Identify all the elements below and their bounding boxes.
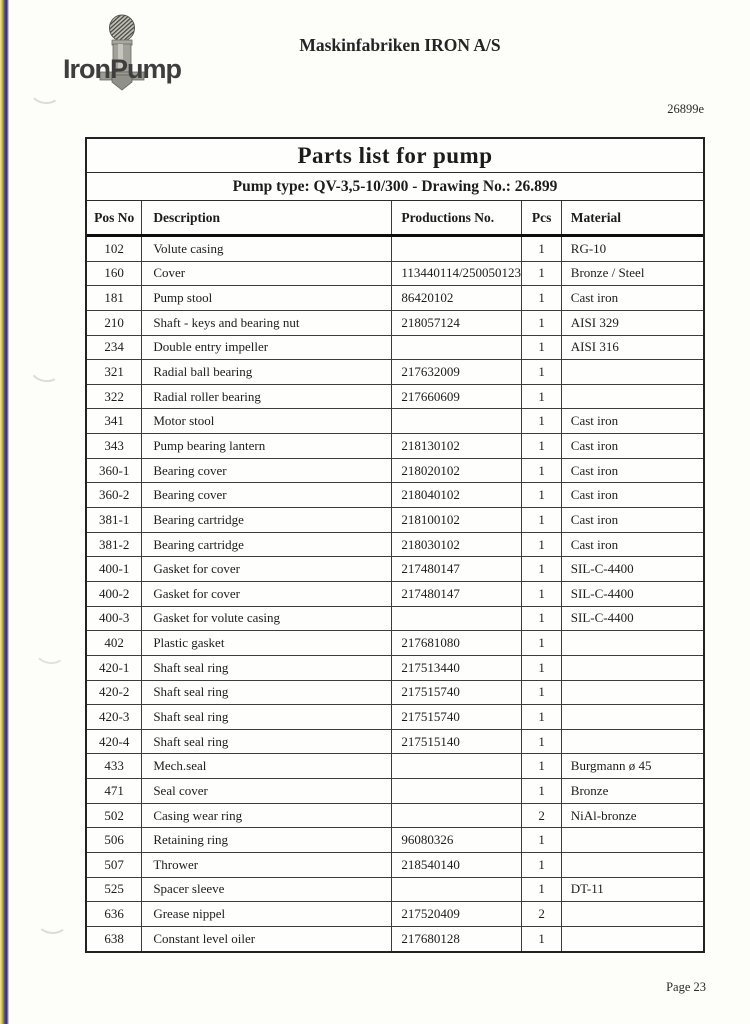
parts-table-body <box>87 236 703 951</box>
cell-description: Casing wear ring <box>142 803 392 828</box>
table-row <box>87 631 703 656</box>
cell-productions-no <box>392 803 522 828</box>
cell-pcs: 1 <box>522 779 561 804</box>
cell-pos-no: 381-1 <box>87 508 142 533</box>
cell-pos-no: 181 <box>87 286 142 311</box>
cell-description: Pump bearing lantern <box>142 434 392 459</box>
cell-pos-no: 471 <box>87 779 142 804</box>
cell-pcs: 1 <box>522 335 561 360</box>
cell-material: RG-10 <box>561 236 703 262</box>
cell-material: Cast iron <box>561 409 703 434</box>
table-row <box>87 335 703 360</box>
cell-pcs: 1 <box>522 606 561 631</box>
cell-description: Radial roller bearing <box>142 384 392 409</box>
table-row <box>87 606 703 631</box>
column-header-material: Material <box>561 201 703 236</box>
punch-hole-mark <box>28 355 63 384</box>
cell-pos-no: 420-2 <box>87 680 142 705</box>
column-header-pcs: Pcs <box>522 201 561 236</box>
ironpump-logo <box>52 12 192 98</box>
cell-productions-no: 217520409 <box>392 902 522 927</box>
cell-productions-no: 218057124 <box>392 310 522 335</box>
cell-pos-no: 638 <box>87 926 142 950</box>
table-row <box>87 655 703 680</box>
cell-pcs: 1 <box>522 310 561 335</box>
cell-material: SIL-C-4400 <box>561 557 703 582</box>
table-subtitle: Pump type: QV-3,5-10/300 - Drawing No.: 26.899 <box>87 173 703 201</box>
column-header-pos-no: Pos No <box>87 201 142 236</box>
cell-productions-no: 217660609 <box>392 384 522 409</box>
cell-pos-no: 400-2 <box>87 581 142 606</box>
cell-material <box>561 705 703 730</box>
cell-pcs: 1 <box>522 458 561 483</box>
cell-productions-no: 217480147 <box>392 581 522 606</box>
cell-pos-no: 160 <box>87 261 142 286</box>
cell-description: Radial ball bearing <box>142 360 392 385</box>
cell-pos-no: 506 <box>87 828 142 853</box>
cell-description: Retaining ring <box>142 828 392 853</box>
header-row <box>87 201 703 236</box>
cell-description: Double entry impeller <box>142 335 392 360</box>
cell-material <box>561 729 703 754</box>
cell-productions-no: 218020102 <box>392 458 522 483</box>
cell-pcs: 1 <box>522 655 561 680</box>
cell-material <box>561 902 703 927</box>
cell-pcs: 1 <box>522 261 561 286</box>
cell-pos-no: 234 <box>87 335 142 360</box>
cell-description: Bearing cartridge <box>142 532 392 557</box>
cell-productions-no: 217680128 <box>392 926 522 950</box>
table-row <box>87 360 703 385</box>
cell-material: Bronze / Steel <box>561 261 703 286</box>
table-row <box>87 902 703 927</box>
cell-material <box>561 926 703 950</box>
cell-description: Gasket for cover <box>142 581 392 606</box>
cell-pcs: 1 <box>522 877 561 902</box>
cell-description: Bearing cartridge <box>142 508 392 533</box>
cell-material <box>561 828 703 853</box>
table-row <box>87 877 703 902</box>
cell-pcs: 1 <box>522 828 561 853</box>
cell-description: Cover <box>142 261 392 286</box>
cell-pos-no: 420-4 <box>87 729 142 754</box>
cell-description: Gasket for volute casing <box>142 606 392 631</box>
cell-material: Cast iron <box>561 458 703 483</box>
table-title: Parts list for pump <box>87 139 703 173</box>
cell-material: Cast iron <box>561 483 703 508</box>
cell-material: Burgmann ø 45 <box>561 754 703 779</box>
cell-productions-no: 218100102 <box>392 508 522 533</box>
cell-material <box>561 360 703 385</box>
table-row <box>87 557 703 582</box>
cell-pos-no: 420-3 <box>87 705 142 730</box>
cell-pos-no: 321 <box>87 360 142 385</box>
cell-description: Grease nippel <box>142 902 392 927</box>
cell-pcs: 1 <box>522 557 561 582</box>
cell-material: Cast iron <box>561 532 703 557</box>
cell-pos-no: 210 <box>87 310 142 335</box>
cell-description: Shaft seal ring <box>142 655 392 680</box>
cell-pos-no: 502 <box>87 803 142 828</box>
table-row <box>87 779 703 804</box>
cell-pcs: 1 <box>522 926 561 950</box>
cell-productions-no <box>392 754 522 779</box>
table-row <box>87 508 703 533</box>
cell-description: Shaft - keys and bearing nut <box>142 310 392 335</box>
cell-pcs: 1 <box>522 631 561 656</box>
table-row <box>87 705 703 730</box>
cell-pos-no: 360-1 <box>87 458 142 483</box>
cell-pos-no: 343 <box>87 434 142 459</box>
cell-productions-no: 113440114/250050123 <box>392 261 522 286</box>
cell-productions-no: 96080326 <box>392 828 522 853</box>
cell-material <box>561 631 703 656</box>
table-row <box>87 581 703 606</box>
cell-description: Shaft seal ring <box>142 680 392 705</box>
cell-material: Cast iron <box>561 434 703 459</box>
cell-pos-no: 400-3 <box>87 606 142 631</box>
cell-pcs: 1 <box>522 754 561 779</box>
cell-material: Cast iron <box>561 286 703 311</box>
cell-pcs: 1 <box>522 853 561 878</box>
cell-pcs: 1 <box>522 532 561 557</box>
table-row <box>87 828 703 853</box>
doc-ref-number: 26899e <box>667 102 704 116</box>
table-row <box>87 853 703 878</box>
cell-productions-no: 217515140 <box>392 729 522 754</box>
cell-pcs: 1 <box>522 434 561 459</box>
parts-table <box>85 137 705 953</box>
table-row <box>87 286 703 311</box>
cell-pcs: 1 <box>522 286 561 311</box>
cell-material <box>561 853 703 878</box>
cell-material <box>561 680 703 705</box>
cell-pcs: 1 <box>522 680 561 705</box>
cell-description: Thrower <box>142 853 392 878</box>
table-row <box>87 409 703 434</box>
cell-productions-no: 218030102 <box>392 532 522 557</box>
cell-pcs: 1 <box>522 581 561 606</box>
cell-productions-no: 217515740 <box>392 705 522 730</box>
parts-list <box>87 201 703 951</box>
cell-description: Pump stool <box>142 286 392 311</box>
table-row <box>87 261 703 286</box>
cell-description: Volute casing <box>142 236 392 262</box>
cell-productions-no: 218540140 <box>392 853 522 878</box>
table-row <box>87 310 703 335</box>
cell-productions-no: 86420102 <box>392 286 522 311</box>
cell-pos-no: 381-2 <box>87 532 142 557</box>
cell-productions-no <box>392 236 522 262</box>
cell-material: Cast iron <box>561 508 703 533</box>
table-row <box>87 434 703 459</box>
cell-pos-no: 360-2 <box>87 483 142 508</box>
table-row <box>87 483 703 508</box>
cell-pos-no: 636 <box>87 902 142 927</box>
cell-material: SIL-C-4400 <box>561 581 703 606</box>
cell-productions-no: 217480147 <box>392 557 522 582</box>
cell-description: Motor stool <box>142 409 392 434</box>
cell-productions-no <box>392 877 522 902</box>
cell-productions-no <box>392 779 522 804</box>
cell-material: SIL-C-4400 <box>561 606 703 631</box>
cell-pcs: 1 <box>522 508 561 533</box>
cell-pcs: 1 <box>522 409 561 434</box>
cell-pcs: 1 <box>522 729 561 754</box>
table-row <box>87 384 703 409</box>
punch-hole-mark <box>34 638 67 665</box>
cell-pcs: 1 <box>522 384 561 409</box>
cell-description: Bearing cover <box>142 483 392 508</box>
cell-description: Gasket for cover <box>142 557 392 582</box>
company-title: Maskinfabriken IRON A/S <box>299 35 501 55</box>
cell-description: Seal cover <box>142 779 392 804</box>
table-row <box>87 532 703 557</box>
table-row <box>87 729 703 754</box>
cell-pcs: 2 <box>522 902 561 927</box>
cell-material: NiAl-bronze <box>561 803 703 828</box>
cell-productions-no <box>392 409 522 434</box>
cell-pcs: 1 <box>522 360 561 385</box>
table-row <box>87 236 703 262</box>
cell-productions-no: 218130102 <box>392 434 522 459</box>
cell-productions-no: 217632009 <box>392 360 522 385</box>
table-row <box>87 803 703 828</box>
cell-pos-no: 341 <box>87 409 142 434</box>
cell-pos-no: 322 <box>87 384 142 409</box>
cell-material: DT-11 <box>561 877 703 902</box>
cell-productions-no: 217681080 <box>392 631 522 656</box>
binding-edge-stripe <box>0 0 9 1024</box>
column-header-description: Description <box>142 201 392 236</box>
table-row <box>87 926 703 950</box>
table-row <box>87 680 703 705</box>
cell-pcs: 1 <box>522 705 561 730</box>
cell-pos-no: 507 <box>87 853 142 878</box>
cell-pos-no: 400-1 <box>87 557 142 582</box>
cell-material: Bronze <box>561 779 703 804</box>
cell-productions-no: 217513440 <box>392 655 522 680</box>
cell-pos-no: 402 <box>87 631 142 656</box>
table-row <box>87 754 703 779</box>
cell-description: Plastic gasket <box>142 631 392 656</box>
cell-productions-no: 217515740 <box>392 680 522 705</box>
punch-hole-mark <box>37 909 69 934</box>
cell-description: Bearing cover <box>142 458 392 483</box>
page-number: Page 23 <box>666 980 706 994</box>
cell-material: AISI 329 <box>561 310 703 335</box>
cell-pos-no: 525 <box>87 877 142 902</box>
cell-description: Shaft seal ring <box>142 729 392 754</box>
cell-pos-no: 420-1 <box>87 655 142 680</box>
cell-description: Shaft seal ring <box>142 705 392 730</box>
cell-material <box>561 384 703 409</box>
cell-description: Constant level oiler <box>142 926 392 950</box>
cell-description: Spacer sleeve <box>142 877 392 902</box>
cell-description: Mech.seal <box>142 754 392 779</box>
cell-pcs: 1 <box>522 236 561 262</box>
table-row <box>87 458 703 483</box>
logo-text: IronPump <box>63 54 181 84</box>
cell-productions-no <box>392 606 522 631</box>
cell-pos-no: 102 <box>87 236 142 262</box>
cell-pcs: 1 <box>522 483 561 508</box>
cell-pcs: 2 <box>522 803 561 828</box>
cell-productions-no <box>392 335 522 360</box>
cell-material <box>561 655 703 680</box>
cell-material: AISI 316 <box>561 335 703 360</box>
column-header-productions-no: Productions No. <box>392 201 522 236</box>
cell-pos-no: 433 <box>87 754 142 779</box>
cell-productions-no: 218040102 <box>392 483 522 508</box>
